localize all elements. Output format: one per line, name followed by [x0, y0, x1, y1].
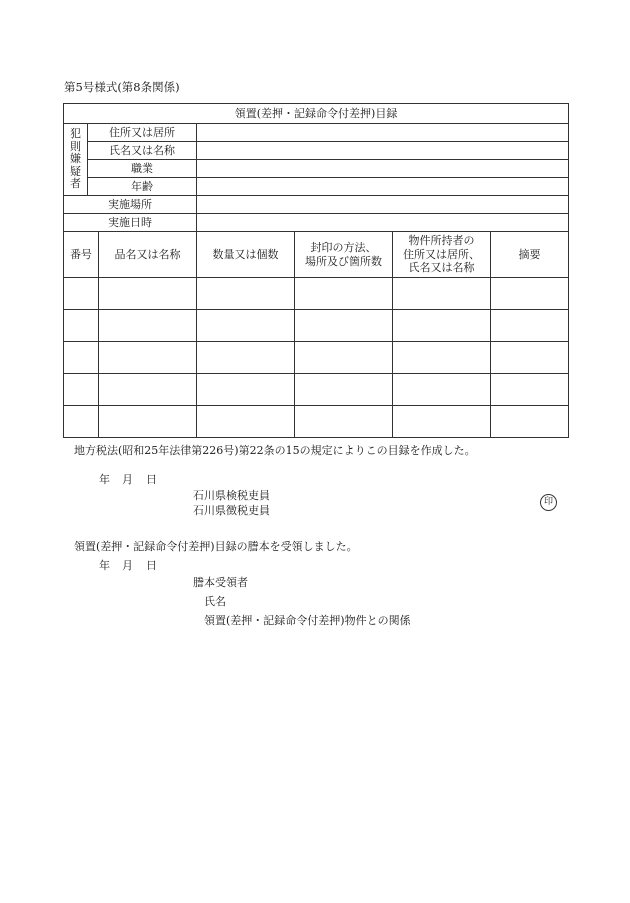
- datetime-field[interactable]: [197, 214, 569, 232]
- recipient-relation-label: 領置(差押・記録命令付差押)物件との関係: [204, 614, 411, 627]
- form-title: 第5号様式(第8条関係): [64, 80, 180, 94]
- receipt-date-year-label: 年: [99, 559, 110, 572]
- table-title: 領置(差押・記録命令付差押)目録: [64, 104, 569, 124]
- recipient-name-label: 氏名: [204, 595, 226, 608]
- datetime-label: 実施日時: [64, 214, 197, 232]
- statement-text: 地方税法(昭和25年法律第226号)第22条の15の規定によりこの目録を作成した。: [74, 444, 476, 457]
- header-item-name: 品名又は名称: [99, 232, 197, 278]
- table-row[interactable]: [64, 374, 569, 406]
- suspect-occupation-label: 職業: [88, 160, 197, 178]
- suspect-age-label: 年齢: [88, 178, 197, 196]
- header-number: 番号: [64, 232, 99, 278]
- table-row[interactable]: [64, 310, 569, 342]
- suspect-address-field[interactable]: [197, 124, 569, 142]
- header-remarks: 摘要: [491, 232, 569, 278]
- receipt-date-day-label: 日: [146, 559, 157, 572]
- official-collector: 石川県徴税吏員: [193, 504, 270, 517]
- suspect-occupation-field[interactable]: [197, 160, 569, 178]
- official-inspector: 石川県検税吏員: [193, 489, 270, 502]
- recipient-label: 謄本受領者: [193, 576, 248, 589]
- table-row[interactable]: [64, 342, 569, 374]
- table-row[interactable]: [64, 278, 569, 310]
- suspect-name-field[interactable]: [197, 142, 569, 160]
- receipt-text: 領置(差押・記録命令付差押)目録の謄本を受領しました。: [74, 540, 358, 553]
- suspect-address-label: 住所又は居所: [88, 124, 197, 142]
- suspect-name-label: 氏名又は名称: [88, 142, 197, 160]
- header-owner: 物件所持者の 住所又は居所、 氏名又は名称: [393, 232, 491, 278]
- receipt-date-month-label: 月: [122, 559, 133, 572]
- seizure-inventory-table: [63, 103, 569, 438]
- place-field[interactable]: [197, 196, 569, 214]
- suspect-age-field[interactable]: [197, 178, 569, 196]
- header-seal: 封印の方法、 場所及び箇所数: [295, 232, 393, 278]
- table-row[interactable]: [64, 406, 569, 438]
- header-quantity: 数量又は個数: [197, 232, 295, 278]
- seal-mark-icon: 印: [540, 494, 557, 511]
- date-month-label: 月: [122, 473, 133, 486]
- place-label: 実施場所: [64, 196, 197, 214]
- date-year-label: 年: [99, 473, 110, 486]
- date-day-label: 日: [146, 473, 157, 486]
- suspect-label: 犯 則 嫌 疑 者: [64, 124, 88, 196]
